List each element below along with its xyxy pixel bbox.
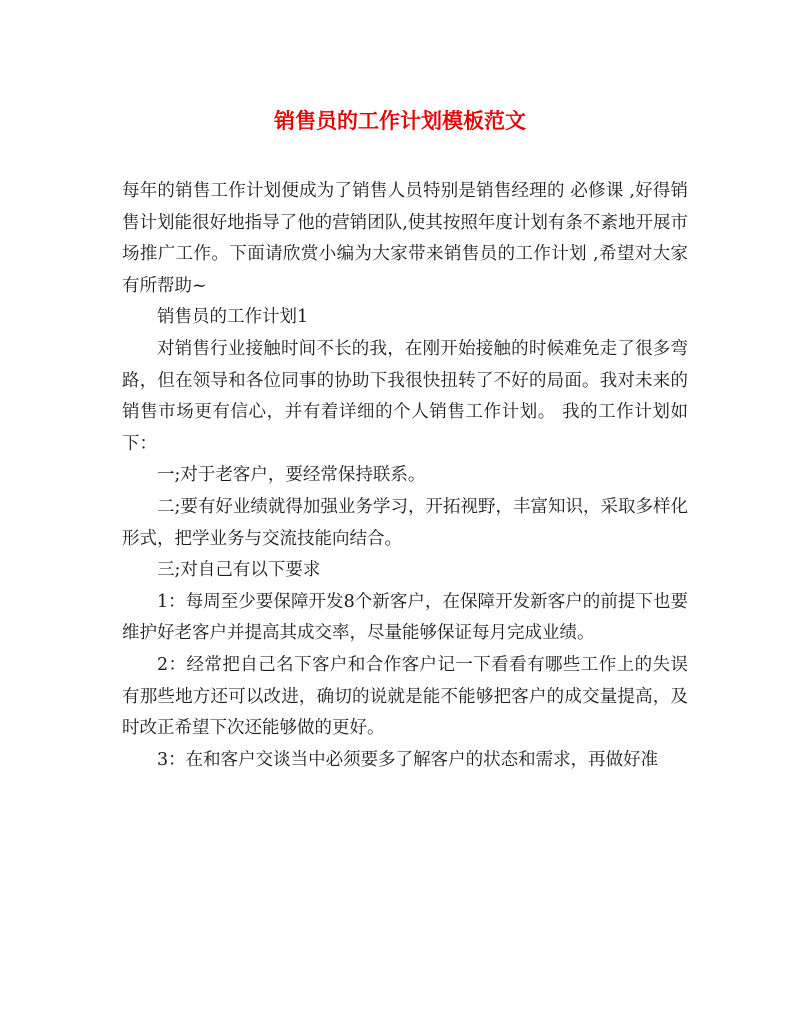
document-title: 销售员的工作计划模板范文 [274,109,526,133]
paragraph-requirement-1: 1：每周至少要保障开发8个新客户，在保障开发新客户的前提下也要维护好老客户并提高其成交率，尽量能够保证每月完成业绩。 [122,591,688,644]
document-body [122,176,688,776]
paragraph-requirement-3: 3：在和客户交谈当中必须要多了解客户的状态和需求，再做好准 [157,749,659,770]
paragraph-requirement-2: 2：经常把自己名下客户和合作客户记一下看看有哪些工作上的失误有那些地方还可以改进，确切的说就是能不能够把客户的成交量提高，及时改正希望下次还能够做的更好。 [122,654,688,739]
paragraph-item-1: 一;对于老客户，要经常保持联系。 [157,465,426,486]
paragraph-item-3: 三;对自己有以下要求 [157,560,321,581]
paragraph-intro: 每年的销售工作计划便成为了销售人员特别是销售经理的 必修课 ,好得销售计划能很好地指导了他的营销团队,使其按照年度计划有条不紊地开展市场推广工作。下面请欣赏小编为大家带来销售员的工作计划 ,希望对大家有所帮助~ [122,181,688,296]
paragraph-plan-1-intro: 对销售行业接触时间不长的我，在刚开始接触的时候难免走了很多弯路，但在领导和各位同事的协助下我很快扭转了不好的局面。我对未来的销售市场更有信心，并有着详细的个人销售工作计划。 我的工作计划如下： [122,338,688,454]
section-heading-plan-1: 销售员的工作计划1 [157,307,309,328]
paragraph-item-2: 二;要有好业绩就得加强业务学习，开拓视野，丰富知识，采取多样化形式，把学业务与交流技能向结合。 [122,496,688,549]
